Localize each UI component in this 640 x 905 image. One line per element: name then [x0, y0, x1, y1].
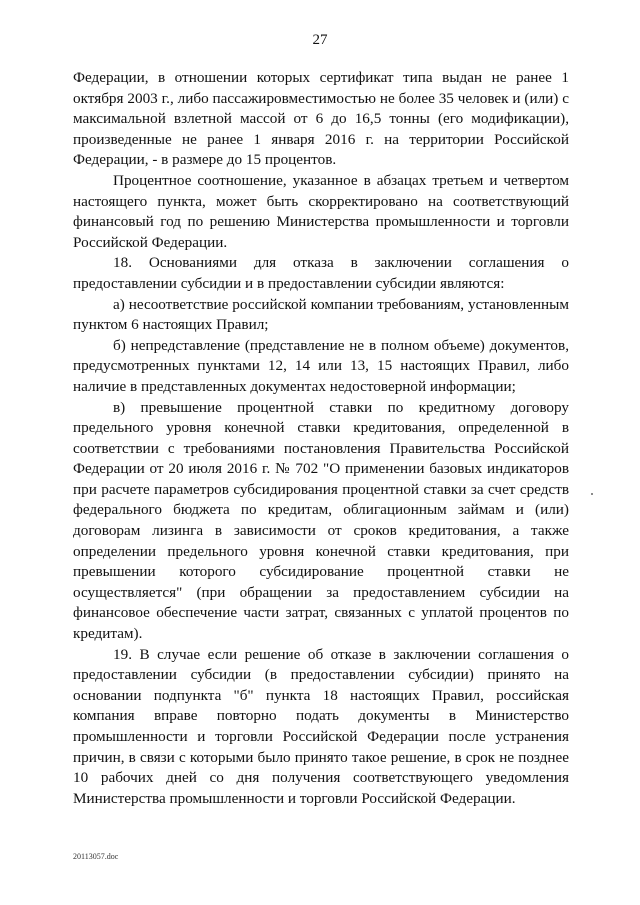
- paragraph-item-19: 19. В случае если решение об отказе в заключении соглашения о предоставлении субсидии (в предоставлении субсидии) принято на основании подпункта "б" пункта 18 настоящих Правил, российская компания вправе повторно подать документы в Министерство промышленности и торговли Российской Федерации после устранения причин, в связи с которыми было принято такое решение, в срок не позднее 10 рабочих дней со дня получения соответствующего уведомления Министерства промышленности и торговли Российской Федерации.: [73, 645, 569, 807]
- paragraph-item-18b: б) непредставление (представление не в полном объеме) документов, предусмотренных пунктами 12, 14 или 13, 15 настоящих Правил, либо наличие в представленных документах недостоверной информации;: [73, 336, 569, 395]
- paragraph-item-18: 18. Основаниями для отказа в заключении соглашения о предоставлении субсидии и в предоставлении субсидии являются:: [73, 254, 569, 292]
- page-number: 27: [312, 32, 328, 48]
- paragraph-continuation: Федерации, в отношении которых сертификат типа выдан не ранее 1 октября 2003 г., либо пассажировместимостью не более 35 человек и (или) с максимальной взлетной массой от 6 до 16,5 тонны (его модификации), произведенные не ранее 1 января 2016 г. на территории Российской Федерации, - в размере до 15 процентов.: [73, 69, 569, 169]
- document-body: [73, 68, 569, 809]
- paragraph-item-18v: в) превышение процентной ставки по кредитному договору предельного уровня конечной ставки кредитования, определенной в соответствии с требованиями постановления Правительства Российской Федерации от 20 июля 2016 г. № 702 "О применении базовых индикаторов при расчете параметров субсидирования процентной ставки за счет средств федерального бюджета по кредитам, облигационным займам и (или) договорам лизинга в зависимости от сроков кредитования, а также определении предельного уровня конечной ставки кредитования, при превышении которого субсидирование процентной ставки не осуществляется" (при обращении за предоставлением субсидии на финансовое обеспечение части затрат, связанных с уплатой процентов по кредитам).: [73, 398, 569, 643]
- paragraph-percentage-ratio: Процентное соотношение, указанное в абзацах третьем и четвертом настоящего пункта, может быть скорректировано на соответствующий финансовый год по решению Министерства промышленности и торговли Российской Федерации.: [73, 171, 569, 251]
- scan-speck: [591, 493, 593, 495]
- paragraph-item-18a: а) несоответствие российской компании требованиям, установленным пунктом 6 настоящих Правил;: [73, 295, 569, 334]
- footer-file-code: 20113057.doc: [73, 852, 119, 861]
